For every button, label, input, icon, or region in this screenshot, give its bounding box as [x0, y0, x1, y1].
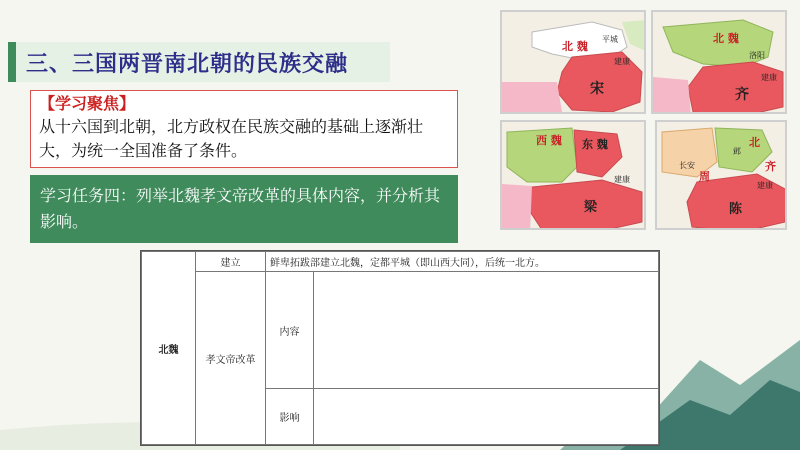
page-title: 三、三国两晋南北朝的民族交融	[26, 51, 349, 77]
map2-label-city1: 洛阳	[749, 51, 765, 60]
learning-focus-box	[30, 90, 458, 168]
focus-heading: 【学习聚焦】	[39, 94, 136, 113]
map-chen-northern-qi-zhou	[655, 120, 787, 230]
map1-label-city2: 建康	[614, 57, 630, 66]
map2-label-city2: 建康	[761, 73, 777, 82]
map1-label-north: 北 魏	[562, 40, 588, 53]
table-row-content	[142, 272, 659, 389]
impact-answer-cell[interactable]	[314, 389, 659, 445]
row-label-northern-wei: 北魏	[142, 252, 196, 445]
reform-table	[141, 251, 659, 445]
map3-label-south: 梁	[584, 200, 598, 215]
map4-label-south: 陈	[729, 202, 743, 217]
founding-label: 建立	[196, 252, 266, 272]
map4-label-west: 周	[699, 170, 710, 183]
map-liang-eastern-western-wei	[500, 120, 646, 230]
map1-label-south: 宋	[590, 81, 604, 97]
focus-body: 从十六国到北朝，北方政权在民族交融的基础上逐渐壮大，为统一全国准备了条件。	[39, 117, 424, 160]
map-4-shapes	[657, 122, 787, 230]
map-song-northern-wei	[500, 10, 646, 114]
map2-label-south: 齐	[735, 87, 749, 103]
map-qi-northern-wei	[651, 10, 787, 114]
map2-label-north: 北 魏	[713, 32, 739, 45]
map-2-shapes	[653, 12, 787, 114]
map4-label-middle: 齐	[765, 160, 776, 173]
impact-label: 影响	[266, 389, 314, 445]
map3-label-city1: 建康	[614, 175, 630, 184]
map4-label-city2: 长安	[679, 161, 695, 170]
map3-label-east: 东 魏	[582, 138, 608, 151]
map3-label-west: 西 魏	[536, 134, 562, 147]
map4-label-north: 北	[749, 136, 760, 149]
worksheet-table	[140, 250, 660, 446]
map1-label-city1: 平城	[602, 35, 618, 44]
content-label: 内容	[266, 272, 314, 389]
table-row-founding	[142, 252, 659, 272]
task-text: 学习任务四：列举北魏孝文帝改革的具体内容，并分析其影响。	[40, 186, 441, 231]
reform-label: 孝文帝改革	[196, 272, 266, 445]
map4-label-city3: 建康	[757, 181, 773, 190]
map4-label-city1: 邺	[733, 147, 741, 156]
learning-task-box	[30, 175, 458, 243]
title-bar	[8, 42, 390, 82]
founding-text: 鲜卑拓跋部建立北魏，定都平城（即山西大同），后统一北方。	[266, 252, 659, 272]
content-answer-cell[interactable]	[314, 272, 659, 389]
